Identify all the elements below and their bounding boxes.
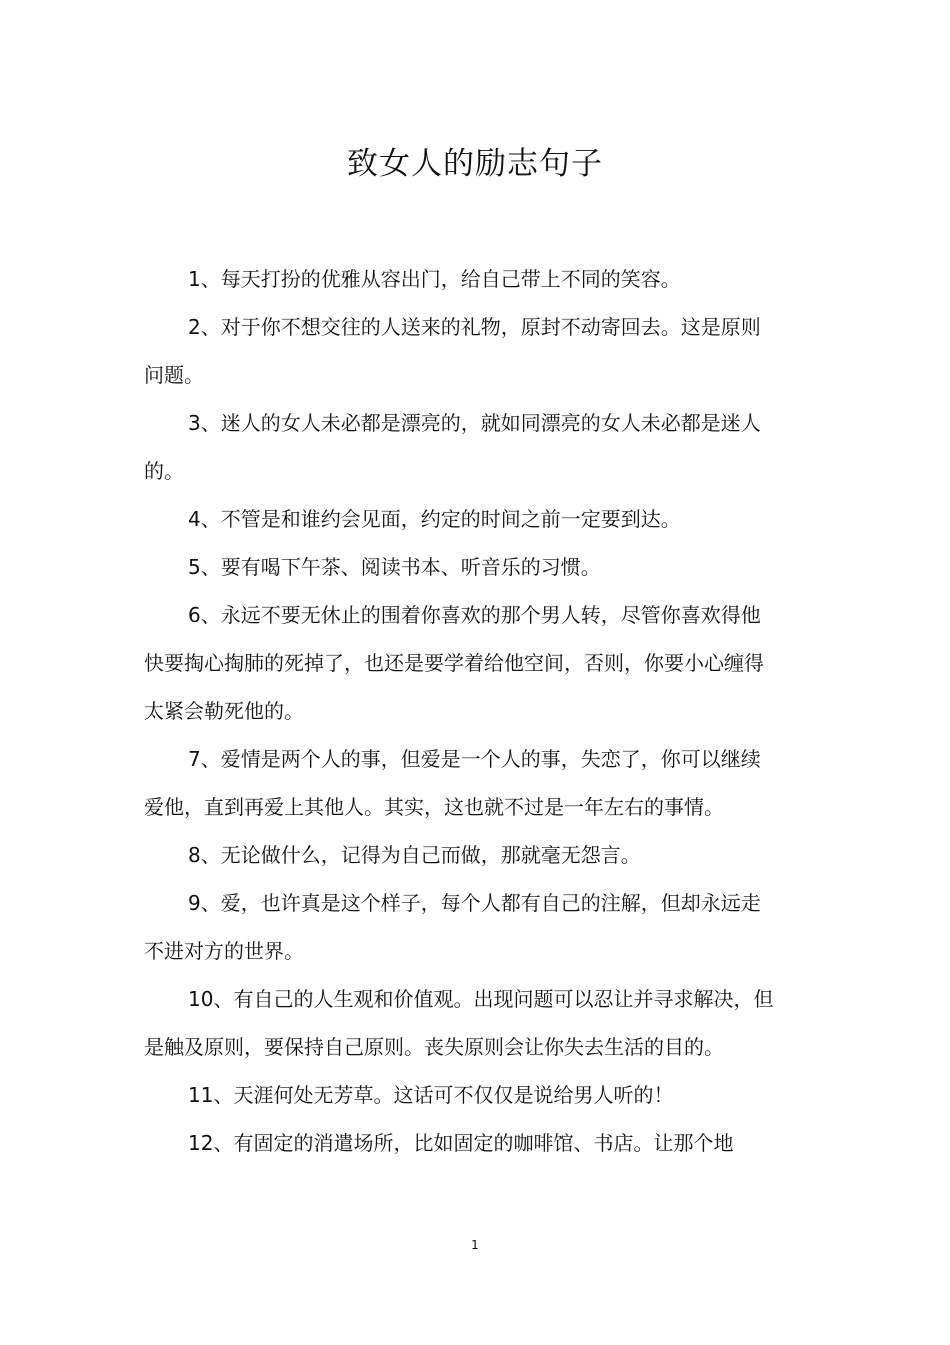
paragraph-7: 7、爱情是两个人的事，但爱是一个人的事，失恋了，你可以继续爱他，直到再爱上其他人。其实，这也就不过是一年左右的事情。 <box>144 747 761 819</box>
paragraph-10: 10、有自己的人生观和价值观。出现问题可以忍让并寻求解决，但是触及原则，要保持自己原则。丧失原则会让你失去生活的目的。 <box>144 987 774 1059</box>
paragraph-12: 12、有固定的消遣场所，比如固定的咖啡馆、书店。让那个地 <box>188 1131 734 1155</box>
paragraph-5: 5、要有喝下午茶、阅读书本、听音乐的习惯。 <box>188 555 601 579</box>
body-text <box>144 255 779 1167</box>
paragraph-8: 8、无论做什么，记得为自己而做，那就毫无怨言。 <box>188 843 641 867</box>
page-title: 致女人的励志句子 <box>347 146 603 182</box>
paragraph-1: 1、每天打扮的优雅从容出门，给自己带上不同的笑容。 <box>188 267 681 291</box>
paragraph-11: 11、天涯何处无芳草。这话可不仅仅是说给男人听的！ <box>188 1083 674 1107</box>
page-number: 1 <box>471 1238 479 1252</box>
paragraph-3: 3、迷人的女人未必都是漂亮的，就如同漂亮的女人未必都是迷人的。 <box>144 411 761 483</box>
paragraph-9: 9、爱，也许真是这个样子，每个人都有自己的注解，但却永远走不进对方的世界。 <box>144 891 761 963</box>
paragraph-4: 4、不管是和谁约会见面，约定的时间之前一定要到达。 <box>188 507 681 531</box>
paragraph-6: 6、永远不要无休止的围着你喜欢的那个男人转，尽管你喜欢得他快要掏心掏肺的死掉了，也还是要学着给他空间，否则，你要小心缠得太紧会勒死他的。 <box>144 603 764 723</box>
paragraph-2: 2、对于你不想交往的人送来的礼物，原封不动寄回去。这是原则问题。 <box>144 315 761 387</box>
